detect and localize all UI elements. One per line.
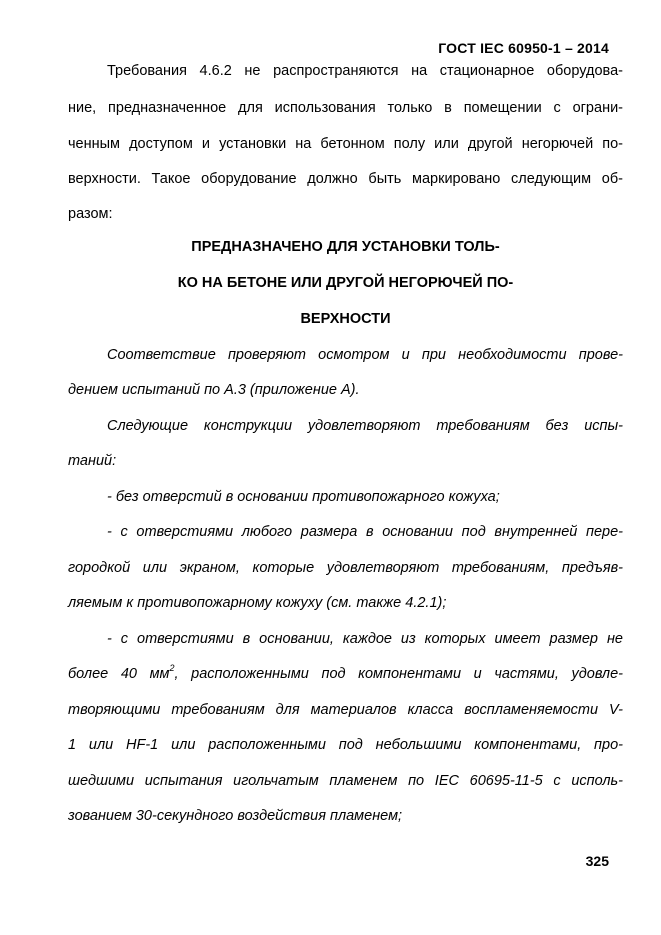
list-item-text: , расположенными под компонентами и частями, удовле-: [174, 666, 623, 682]
area-text: более 40 мм: [68, 666, 170, 682]
list-item-line: шедшими испытания игольчатым пламенем по IEC 60695-11-5 с исполь-: [68, 773, 623, 789]
list-item: - без отверстий в основании противопожарного кожуха;: [107, 489, 500, 505]
standard-code-header: ГОСТ IEC 60950-1 – 2014: [438, 40, 609, 56]
list-item: - с отверстиями любого размера в основании под внутренней пере-: [107, 524, 623, 540]
marking-line: КО НА БЕТОНЕ ИЛИ ДРУГОЙ НЕГОРЮЧЕЙ ПО-: [177, 275, 514, 291]
list-item-line: 1 или HF-1 или расположенными под небольшими компонентами, про-: [68, 737, 623, 753]
list-item: - с отверстиями в основании, каждое из которых имеет размер не: [107, 631, 623, 647]
paragraph-line: ченным доступом и установки на бетонном полу или другой негорючей по-: [68, 136, 623, 152]
paragraph-line: верхности. Такое оборудование должно быть маркировано следующим об-: [68, 171, 623, 187]
paragraph-line: разом:: [68, 206, 113, 222]
page-number: 325: [585, 853, 609, 869]
marking-line: ВЕРХНОСТИ: [300, 311, 391, 327]
list-item-line: [68, 664, 623, 684]
superscript: 2: [169, 663, 175, 674]
list-item-line: творяющими требованиям для материалов класса воспламеняемости V-: [68, 702, 623, 718]
constructions-line: таний:: [68, 453, 117, 469]
marking-line: ПРЕДНАЗНАЧЕНО ДЛЯ УСТАНОВКИ ТОЛЬ-: [191, 239, 500, 255]
constructions-line: Следующие конструкции удовлетворяют требованиям без испы-: [107, 418, 623, 434]
compliance-line: Соответствие проверяют осмотром и при необходимости прове-: [107, 347, 623, 363]
paragraph-line: ние, предназначенное для использования только в помещении с ограни-: [68, 100, 623, 116]
list-item-line: зованием 30-секундного воздействия пламенем;: [68, 808, 403, 824]
list-item-line: городкой или экраном, которые удовлетворяют требованиям, предъяв-: [68, 560, 623, 576]
paragraph-line: Требования 4.6.2 не распространяются на стационарное оборудова-: [107, 63, 623, 79]
compliance-line: дением испытаний по А.3 (приложение А).: [68, 382, 360, 398]
list-item-line: ляемым к противопожарному кожуху (см. также 4.2.1);: [68, 595, 447, 611]
